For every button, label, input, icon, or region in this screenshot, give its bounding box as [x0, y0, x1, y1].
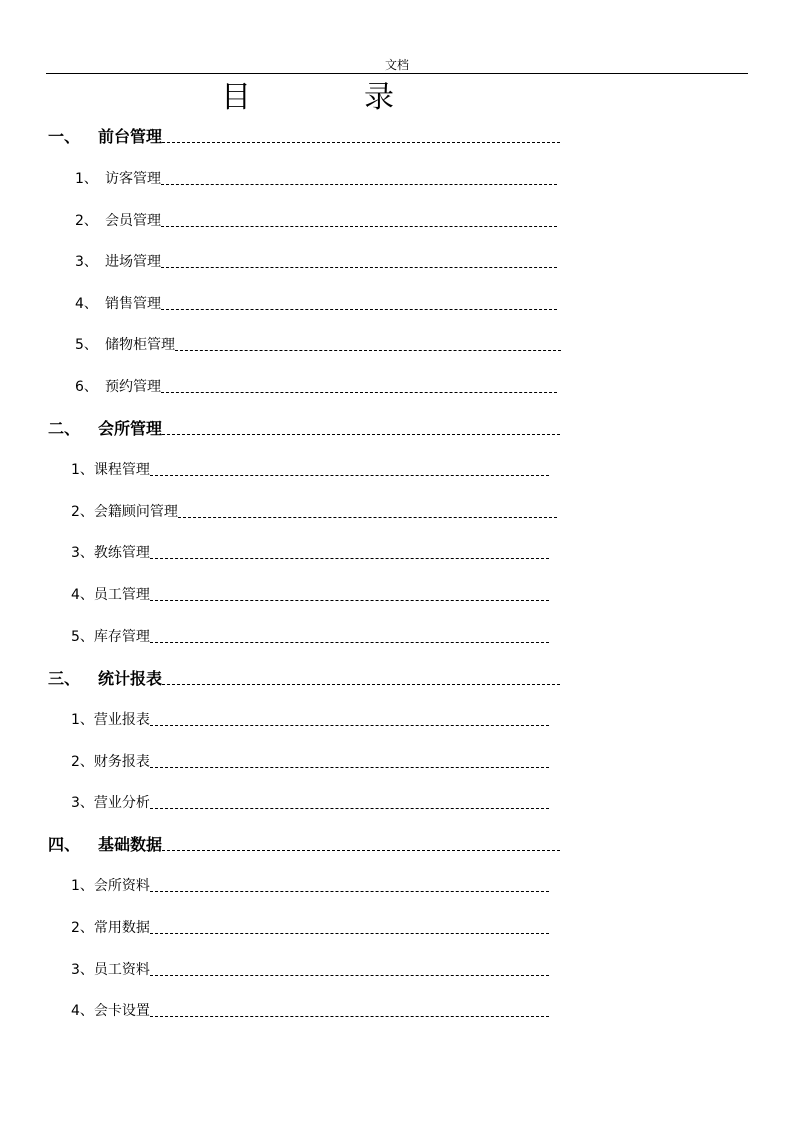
toc-leader-dots [150, 1016, 549, 1017]
toc-section-number: 二、 [48, 419, 81, 438]
toc-title-char-1: 目 [221, 80, 251, 115]
toc-section-number: 四、 [48, 835, 81, 854]
toc-section-number: 一、 [48, 127, 81, 146]
page-header: 文档 [384, 58, 409, 72]
toc-entry-1-6[interactable] [75, 376, 557, 398]
toc-entry-number: 2、 [75, 213, 98, 229]
toc-entry-2-2[interactable] [71, 501, 557, 523]
toc-section-label: 会所管理 [98, 419, 163, 438]
toc-entry-label: 储物柜管理 [105, 337, 175, 353]
toc-entry-2-4[interactable] [71, 584, 549, 606]
toc-section-1[interactable] [48, 126, 560, 148]
toc-entry-4-1[interactable] [71, 875, 549, 897]
toc-entry-number: 1、 [75, 171, 98, 187]
toc-leader-dots [162, 684, 560, 685]
toc-entry-label: 4、会卡设置 [71, 1003, 150, 1019]
toc-entry-label: 2、常用数据 [71, 920, 150, 936]
toc-entry-label: 2、会籍顾问管理 [71, 504, 178, 520]
toc-entry-1-3[interactable] [75, 251, 557, 273]
toc-section-label: 前台管理 [98, 127, 163, 146]
toc-leader-dots [150, 767, 549, 768]
toc-entry-1-1[interactable] [75, 168, 557, 190]
toc-section-number: 三、 [48, 669, 81, 688]
toc-leader-dots [150, 891, 549, 892]
toc-entry-1-5[interactable] [75, 334, 561, 356]
toc-leader-dots [175, 350, 561, 351]
toc-section-label: 统计报表 [98, 669, 163, 688]
toc-entry-2-5[interactable] [71, 626, 549, 648]
toc-leader-dots [150, 725, 549, 726]
toc-section-4[interactable] [48, 834, 560, 856]
toc-leader-dots [150, 642, 549, 643]
toc-entry-label: 1、营业报表 [71, 712, 150, 728]
toc-leader-dots [150, 975, 549, 976]
toc-entry-label: 3、营业分析 [71, 795, 150, 811]
toc-leader-dots [150, 475, 549, 476]
toc-entry-label: 访客管理 [105, 171, 161, 187]
toc-entry-4-2[interactable] [71, 917, 549, 939]
toc-entry-1-4[interactable] [75, 293, 557, 315]
toc-leader-dots [162, 434, 560, 435]
toc-entry-label: 5、库存管理 [71, 629, 150, 645]
toc-section-label: 基础数据 [98, 835, 163, 854]
toc-section-2[interactable] [48, 418, 560, 440]
toc-entry-number: 5、 [75, 337, 98, 353]
toc-leader-dots [161, 392, 557, 393]
toc-leader-dots [161, 309, 557, 310]
toc-entry-3-2[interactable] [71, 751, 549, 773]
toc-leader-dots [161, 267, 557, 268]
toc-leader-dots [178, 517, 557, 518]
toc-entry-4-3[interactable] [71, 959, 549, 981]
toc-entry-label: 会员管理 [105, 213, 161, 229]
toc-entry-label: 3、员工资料 [71, 962, 150, 978]
toc-entry-number: 6、 [75, 379, 98, 395]
toc-leader-dots [150, 558, 549, 559]
toc-entry-label: 1、会所资料 [71, 878, 150, 894]
toc-leader-dots [161, 226, 557, 227]
toc-leader-dots [150, 808, 549, 809]
toc-entry-2-1[interactable] [71, 459, 549, 481]
toc-entry-number: 3、 [75, 254, 98, 270]
toc-entry-label: 进场管理 [105, 254, 161, 270]
toc-leader-dots [150, 600, 549, 601]
toc-leader-dots [162, 850, 560, 851]
toc-entry-label: 销售管理 [105, 296, 161, 312]
toc-leader-dots [150, 933, 549, 934]
toc-entry-3-1[interactable] [71, 709, 549, 731]
toc-entry-label: 预约管理 [105, 379, 161, 395]
toc-entry-label: 3、教练管理 [71, 545, 150, 561]
toc-entry-4-4[interactable] [71, 1000, 549, 1022]
toc-entry-3-3[interactable] [71, 792, 549, 814]
toc-entry-2-3[interactable] [71, 542, 549, 564]
toc-leader-dots [162, 142, 560, 143]
toc-entry-label: 1、课程管理 [71, 462, 150, 478]
toc-entry-label: 2、财务报表 [71, 754, 150, 770]
toc-entry-label: 4、员工管理 [71, 587, 150, 603]
toc-title-char-2: 录 [364, 80, 394, 115]
toc-section-3[interactable] [48, 668, 560, 690]
toc-entry-1-2[interactable] [75, 210, 557, 232]
toc-entry-number: 4、 [75, 296, 98, 312]
toc-leader-dots [161, 184, 557, 185]
